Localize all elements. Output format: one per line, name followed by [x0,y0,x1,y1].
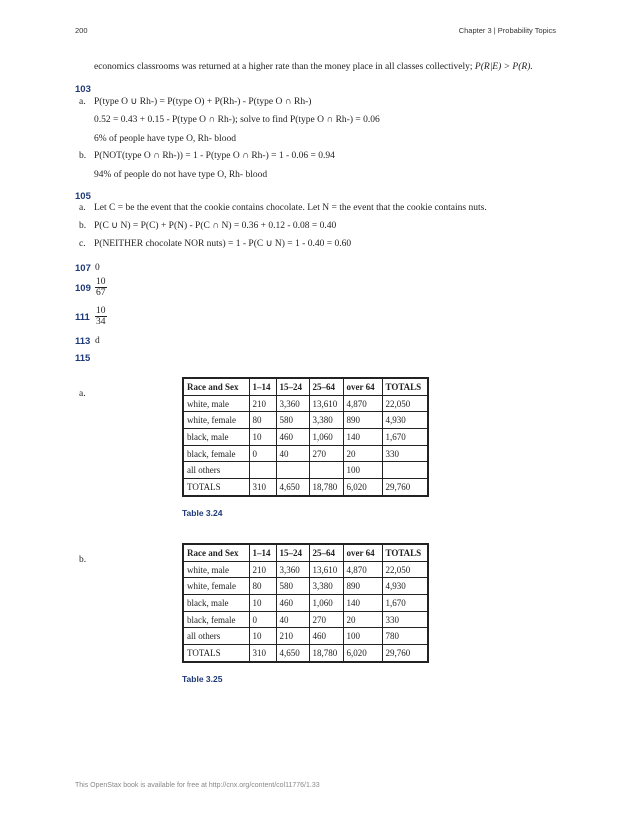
answer-value: 0 [95,263,100,273]
table-cell: 22,050 [382,395,428,412]
answer-line: P(NOT(type O ∩ Rh-)) = 1 - P(type O ∩ Rh-) = 1 - 0.06 = 0.94 [94,151,335,161]
problem-number-111: 111 [75,312,90,323]
table-cell: 20 [343,611,382,628]
table-caption: Table 3.24 [182,508,223,518]
column-header: 15–24 [276,378,309,395]
answer-value: d [95,336,100,346]
fraction [95,277,107,298]
column-header: 1–14 [249,544,276,561]
table-cell: 6,020 [343,645,382,662]
table-cell: 330 [382,611,428,628]
column-header: 25–64 [309,378,343,395]
intro-expression: P(R|E) > P(R). [474,62,533,72]
column-header: 1–14 [249,378,276,395]
table-cell: 4,930 [382,412,428,429]
table-header-row [183,378,428,395]
table-cell: 0 [249,611,276,628]
table-cell: all others [183,628,249,645]
table-cell: 270 [309,445,343,462]
table-cell [382,462,428,479]
table-row [183,561,428,578]
table-cell: 4,650 [276,645,309,662]
table-cell: black, male [183,595,249,612]
table-cell: 6,020 [343,479,382,496]
table-cell: 3,380 [309,578,343,595]
denominator: 34 [96,317,106,327]
table-cell: 10 [249,429,276,446]
column-header: 15–24 [276,544,309,561]
table-cell: 140 [343,429,382,446]
column-header: TOTALS [382,378,428,395]
item-label: a. [79,97,86,107]
table-cell: 270 [309,611,343,628]
table-cell: white, male [183,395,249,412]
table-cell: 210 [276,628,309,645]
chapter-title: Chapter 3 | Probability Topics [458,26,556,35]
intro-text: economics classrooms was returned at a higher rate than the money place in all classes collectively; [94,62,473,72]
table-row [183,445,428,462]
table-cell: black, female [183,445,249,462]
table-cell: 29,760 [382,479,428,496]
problem-number-107: 107 [75,263,91,274]
table-row [183,395,428,412]
table-cell: white, female [183,578,249,595]
table-row [183,578,428,595]
table-cell: 4,650 [276,479,309,496]
table-cell: white, female [183,412,249,429]
table-cell: 29,760 [382,645,428,662]
item-label: a. [79,203,86,213]
fraction [95,306,107,327]
problem-number-103: 103 [75,84,91,95]
table-cell: 890 [343,578,382,595]
table-cell: 310 [249,645,276,662]
table-cell: 4,870 [343,395,382,412]
table-cell: 4,870 [343,561,382,578]
table-cell: TOTALS [183,479,249,496]
table-cell: 100 [343,628,382,645]
table-row [183,611,428,628]
table-cell: 3,360 [276,561,309,578]
table-cell: black, female [183,611,249,628]
footer-note: This OpenStax book is available for free at http://cnx.org/content/col11776/1.33 [75,782,320,789]
table-cell: 13,610 [309,561,343,578]
problem-number-113: 113 [75,336,91,347]
table-cell: white, male [183,561,249,578]
table-header-row [183,544,428,561]
table-cell: TOTALS [183,645,249,662]
table-cell: 80 [249,578,276,595]
table-cell: 1,060 [309,595,343,612]
data-table [182,543,429,663]
numerator: 10 [96,306,106,316]
table-cell: 10 [249,628,276,645]
answer-line: P(NEITHER chocolate NOR nuts) = 1 - P(C ∪ N) = 1 - 0.40 = 0.60 [94,239,352,249]
table-cell [249,462,276,479]
table-cell: 13,610 [309,395,343,412]
table-cell: 1,670 [382,595,428,612]
table-cell: all others [183,462,249,479]
table-cell: 80 [249,412,276,429]
table-cell: 210 [249,561,276,578]
table-cell: 460 [276,429,309,446]
data-table [182,377,429,497]
column-header: Race and Sex [183,544,249,561]
table-cell: 1,060 [309,429,343,446]
answer-line: P(type O ∪ Rh-) = P(type O) + P(Rh-) - P(type O ∩ Rh-) [94,97,312,107]
intro-paragraph [94,61,533,73]
column-header: 25–64 [309,544,343,561]
table-cell: 310 [249,479,276,496]
table-row [183,645,428,662]
answer-line: Let C = be the event that the cookie contains chocolate. Let N = the event that the cookie contains nuts. [94,203,487,213]
table-row [183,429,428,446]
table-cell: 18,780 [309,479,343,496]
column-header: TOTALS [382,544,428,561]
item-label: b. [79,555,87,565]
table-cell: black, male [183,429,249,446]
table-cell: 580 [276,578,309,595]
table-cell: 330 [382,445,428,462]
problem-number-105: 105 [75,191,91,202]
answer-line: P(C ∪ N) = P(C) + P(N) - P(C ∩ N) = 0.36 + 0.12 - 0.08 = 0.40 [94,221,337,231]
item-label: c. [79,239,86,249]
table-caption: Table 3.25 [182,674,223,684]
table-cell: 780 [382,628,428,645]
table-cell [276,462,309,479]
table-row [183,462,428,479]
column-header: over 64 [343,544,382,561]
table-cell: 460 [309,628,343,645]
table-row [183,628,428,645]
table-row [183,595,428,612]
table-cell: 18,780 [309,645,343,662]
table-cell: 22,050 [382,561,428,578]
table-cell: 140 [343,595,382,612]
numerator: 10 [96,277,106,287]
table-cell: 460 [276,595,309,612]
table-cell [309,462,343,479]
problem-number-115: 115 [75,353,91,364]
table-cell: 40 [276,611,309,628]
column-header: over 64 [343,378,382,395]
table-cell: 1,670 [382,429,428,446]
answer-line: 94% of people do not have type O, Rh- blood [94,170,268,180]
table-cell: 3,360 [276,395,309,412]
answer-line: 6% of people have type O, Rh- blood [94,134,236,144]
problem-number-109: 109 [75,283,91,294]
table-cell: 210 [249,395,276,412]
table-cell: 100 [343,462,382,479]
answer-line: 0.52 = 0.43 + 0.15 - P(type O ∩ Rh-); solve to find P(type O ∩ Rh-) = 0.06 [94,115,380,125]
page-number: 200 [75,26,88,35]
table-cell: 890 [343,412,382,429]
table-cell: 40 [276,445,309,462]
table-cell: 580 [276,412,309,429]
table-cell: 20 [343,445,382,462]
table-cell: 0 [249,445,276,462]
table-cell: 3,380 [309,412,343,429]
column-header: Race and Sex [183,378,249,395]
item-label: b. [79,221,87,231]
table-cell: 10 [249,595,276,612]
item-label: b. [79,151,87,161]
item-label: a. [79,389,86,399]
denominator: 67 [96,288,106,298]
table-cell: 4,930 [382,578,428,595]
table-row [183,479,428,496]
table-row [183,412,428,429]
